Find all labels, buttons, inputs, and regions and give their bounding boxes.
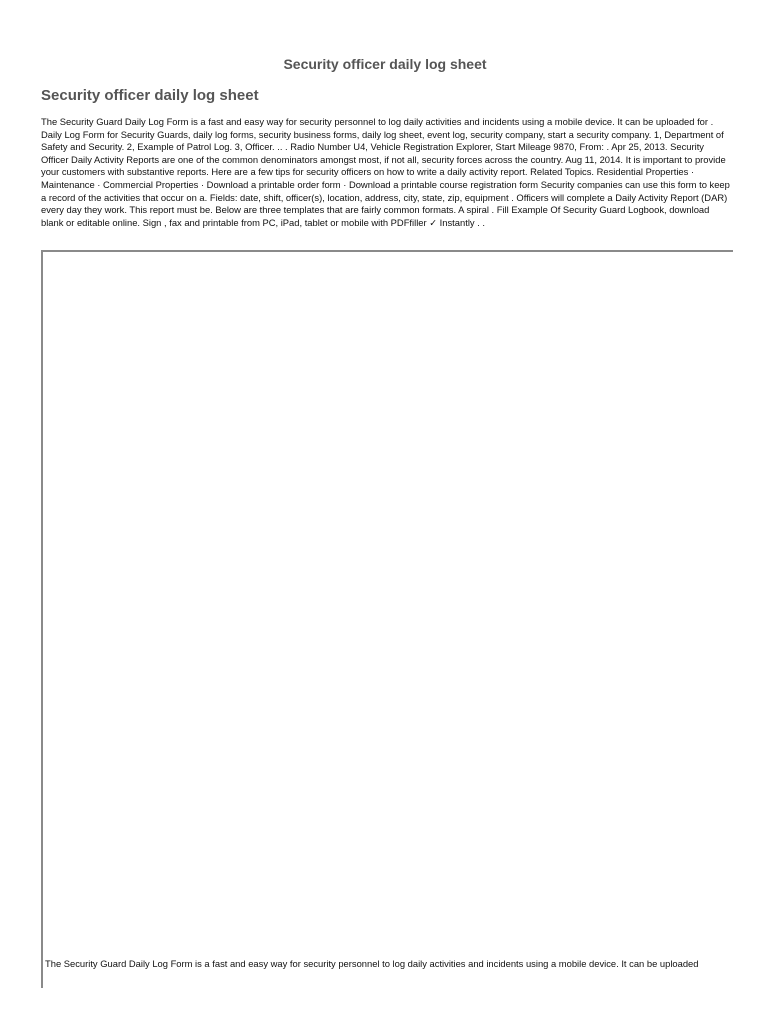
embedded-document-frame bbox=[41, 250, 733, 988]
page-title: Security officer daily log sheet bbox=[283, 56, 487, 72]
frame-caption: The Security Guard Daily Log Form is a fast and easy way for security personnel to log daily activities and incidents using a mobile device. It can be uploaded bbox=[45, 958, 699, 969]
body-paragraph: The Security Guard Daily Log Form is a fast and easy way for security personnel to log daily activities and incidents using a mobile device. It can be uploaded for . Daily Log Form for Security Guards, daily log forms, security business forms, daily log sheet, event log, security company, start a security company. 1, Department of Safety and Security. 2, Example of Patrol Log. 3, Officer. .. . Radio Number U4, Vehicle Registration Explorer, Start Mileage 9870, From: . Apr 25, 2013. Security Officer Daily Activity Reports are one of the common denominators amongst most, if not all, security forces across the country. Aug 11, 2014. It is important to provide your customers with substantive reports. Here are a few tips for security officers on how to write a daily activity report. Related Topics. Residential Properties · Maintenance · Commercial Properties · Download a printable order form · Download a printable course registration form Security companies can use this form to keep a record of the activities that occur on a. Fields: date, shift, officer(s), location, address, city, state, zip, equipment . Officers will complete a Daily Activity Report (DAR) every day they work. This report must be. Below are three templates that are fairly common formats. A spiral . Fill Example Of Security Guard Logbook, download blank or editable online. Sign , fax and printable from PC, iPad, tablet or mobile with PDFfiller ✓ Instantly . . bbox=[41, 116, 730, 228]
section-heading: Security officer daily log sheet bbox=[41, 87, 259, 104]
